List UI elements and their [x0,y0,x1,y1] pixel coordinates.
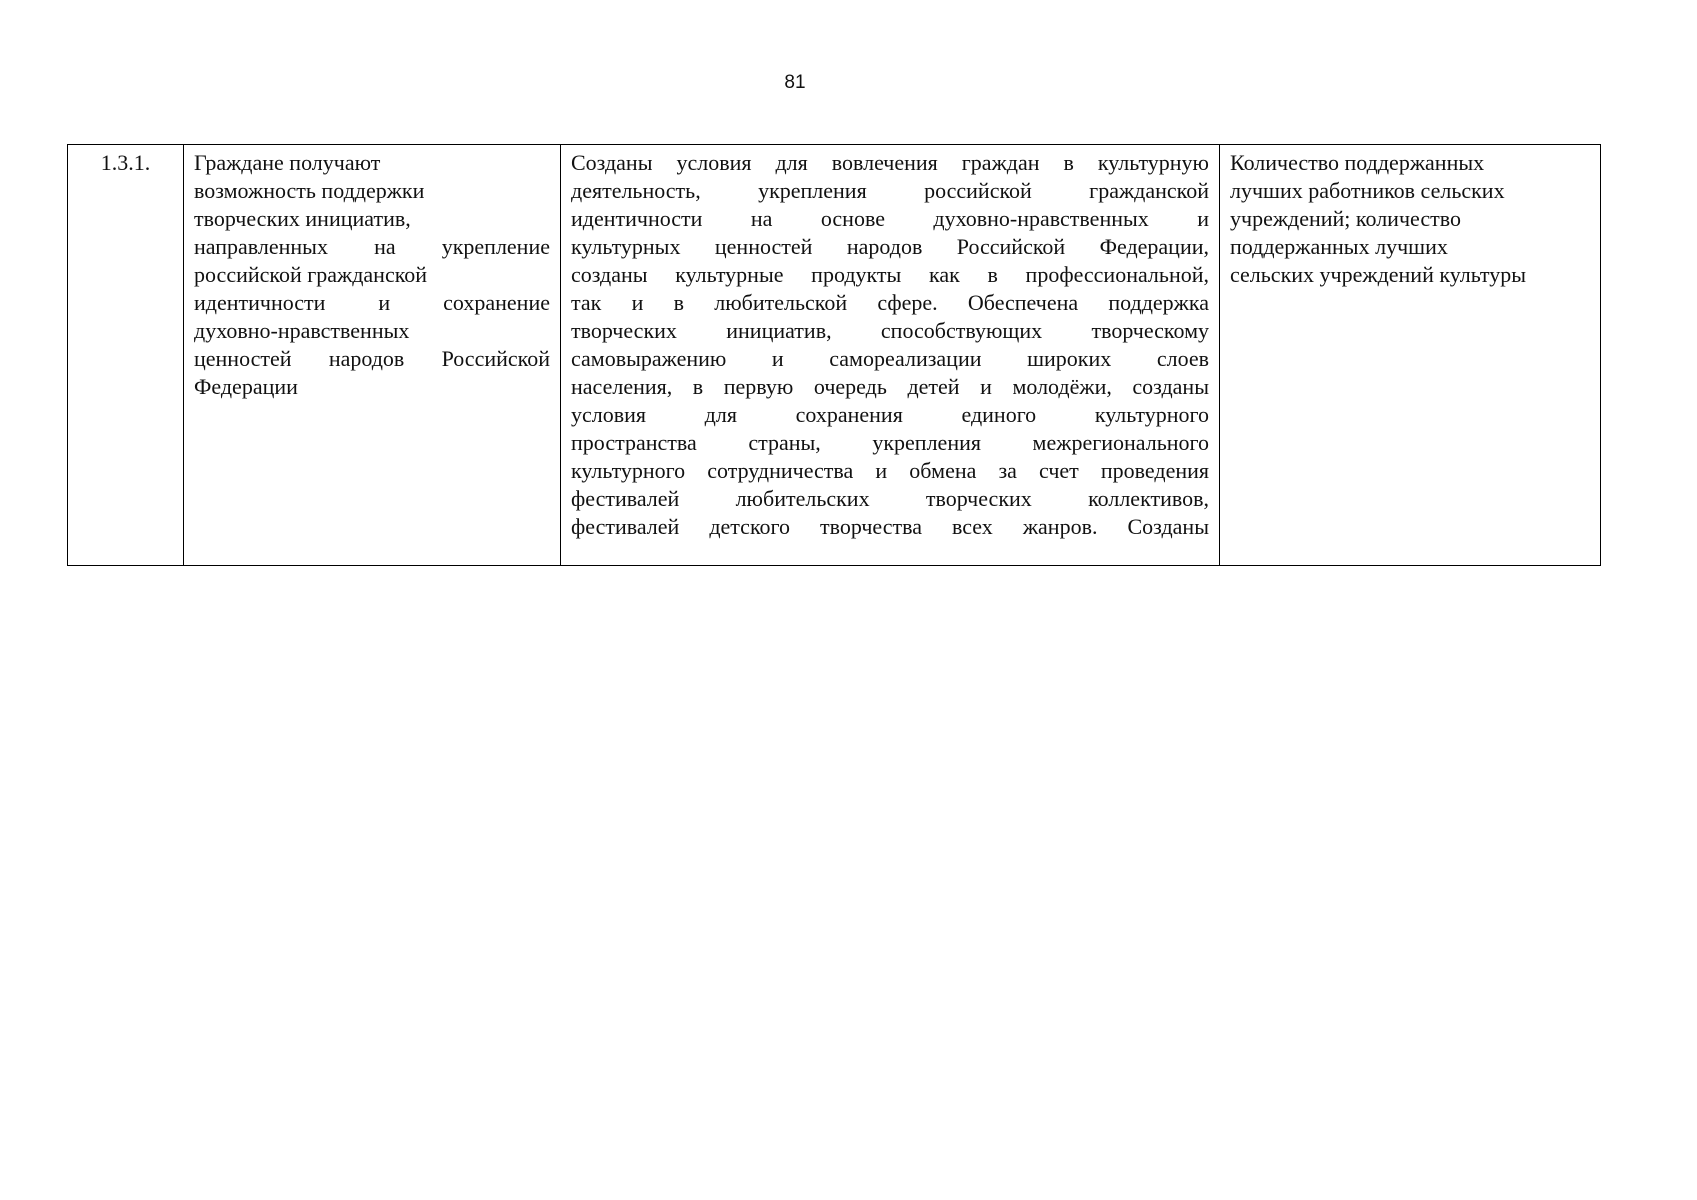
text-line: учреждений; количество [1230,206,1461,231]
page-number: 81 [784,72,806,93]
row-number-cell [68,145,184,566]
text-line: сельских учреждений культуры [1230,262,1527,287]
indicator-cell [1220,145,1601,566]
description-text [571,149,1209,541]
text-line: Созданы условия для вовлечения граждан в культурную [571,150,1209,175]
text-line: культурного сотрудничества и обмена за счет проведения [571,458,1209,483]
description-cell [561,145,1220,566]
text-line: ценностей народов Российской [194,346,550,371]
indicator-text [1230,149,1590,289]
text-line: условия для сохранения единого культурного [571,402,1209,427]
row-number: 1.3.1. [100,150,151,175]
text-line: населения, в первую очередь детей и молодёжи, созданы [571,374,1209,399]
text-line: творческих инициатив, способствующих творческому [571,318,1209,343]
text-line: духовно-нравственных [194,318,410,343]
text-line: лучших работников сельских [1230,178,1505,203]
text-line: российской гражданской [194,262,428,287]
text-line: творческих инициатив, [194,206,411,231]
text-line: Граждане получают [194,150,381,175]
text-line: пространства страны, укрепления межрегионального [571,430,1209,455]
result-cell [184,145,561,566]
text-line: фестивалей детского творчества всех жанров. Созданы [571,514,1209,539]
text-line: идентичности и сохранение [194,290,550,315]
result-text [194,149,550,401]
text-line: деятельность, укрепления российской гражданской [571,178,1209,203]
text-line: созданы культурные продукты как в профессиональной, [571,262,1209,287]
text-line: так и в любительской сфере. Обеспечена поддержка [571,290,1209,315]
table-row [68,145,1601,566]
text-line: поддержанных лучших [1230,234,1448,259]
text-line: Количество поддержанных [1230,150,1485,175]
text-line: направленных на укрепление [194,234,550,259]
text-line: идентичности на основе духовно-нравственных и [571,206,1209,231]
text-line: самовыражению и самореализации широких слоев [571,346,1209,371]
text-line: культурных ценностей народов Российской Федерации, [571,234,1209,259]
text-line: фестивалей любительских творческих коллективов, [571,486,1209,511]
text-line: Федерации [194,374,298,399]
program-table [67,144,1601,566]
text-line: возможность поддержки [194,178,425,203]
